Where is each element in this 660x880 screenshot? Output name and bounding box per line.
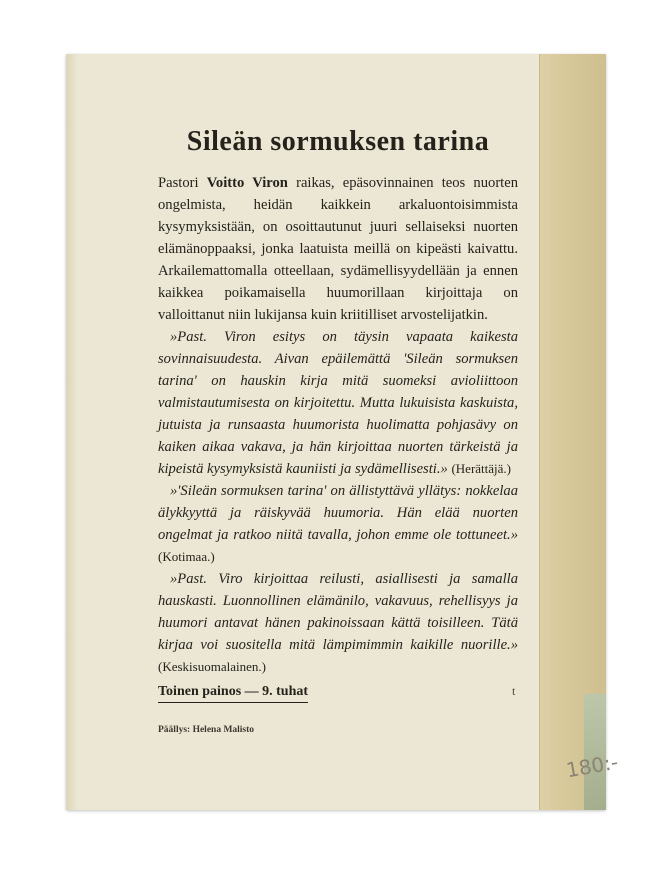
book-back-cover: [66, 54, 620, 810]
edition-line: Toinen painos — 9. tuhat: [158, 684, 308, 703]
review-keskisuomalainen: [158, 568, 518, 678]
book-title: Sileän sormuksen tarina: [186, 126, 490, 157]
intro-rest: raikas, epäsovinnainen teos nuorten ongelmista, heidän kaikkein arkaluontoisimmista kysymyksistään, on osoittautunut juuri sellaiseksi nuorten elämänoppaaksi, jonka laatuista meillä on kipeästi kaivattu. Arkailemattomalla otteellaan, sydämellisyydellään ja ennen kaikkea poikamaisella huumorillaan kirjoittaja on valloittanut niin lukijansa kuin kriitilliset arvostelijatkin.: [158, 175, 519, 323]
review-quote: »'Sileän sormuksen tarina' on ällistyttävä yllätys: nokkelaa älykkyyttä ja räiskyvää huumoria. Hän elää nuorten ongelmat ja ratkoo niitä tavalla, johon emme ole tottuneet.»: [158, 483, 518, 543]
review-source: (Keskisuomalainen.): [158, 659, 266, 674]
review-quote: »Past. Viro kirjoittaa reilusti, asiallisesti ja samalla hauskasti. Luonnollinen elämänilo, vakavuus, rehellisyys ja huumori antavat hänen pakinoissaan kättä toisilleen. Tätä kirjaa voi suositella mitä lämpimimmin kaikille nuorille.»: [158, 571, 518, 653]
review-source: (Kotimaa.): [158, 549, 215, 564]
intro-paragraph: [158, 172, 518, 326]
review-herattaja: [158, 326, 518, 480]
cover-credit: Päällys: Helena Malisto: [158, 725, 255, 735]
intro-lead: Pastori: [158, 175, 207, 191]
print-mark: t: [512, 684, 516, 698]
review-kotimaa: [158, 480, 518, 568]
author-name: Voitto Viron: [206, 175, 288, 191]
review-quote: »Past. Viron esitys on täysin vapaata kaikesta sovinnaisuudesta. Aivan epäilemättä 'Sileän sormuksen tarina' on hauskin kirja mitä suomeksi avioliittoon valmistautumisesta on kirjoitettu. Mutta lukuisista kaskuista, jutuista ja runsaasta huumorista huolimatta pohjasävy on kaiken aikaa vakava, ja hän kirjoittaa nuorten tärkeistä ja kipeistä kysymyksistä kauniisti ja sydämellisesti.»: [158, 329, 518, 477]
review-source: (Herättäjä.): [451, 461, 511, 476]
handwritten-price: 180:-: [564, 749, 620, 783]
cover-wear: [66, 54, 78, 810]
cover-text-block: [158, 60, 518, 678]
